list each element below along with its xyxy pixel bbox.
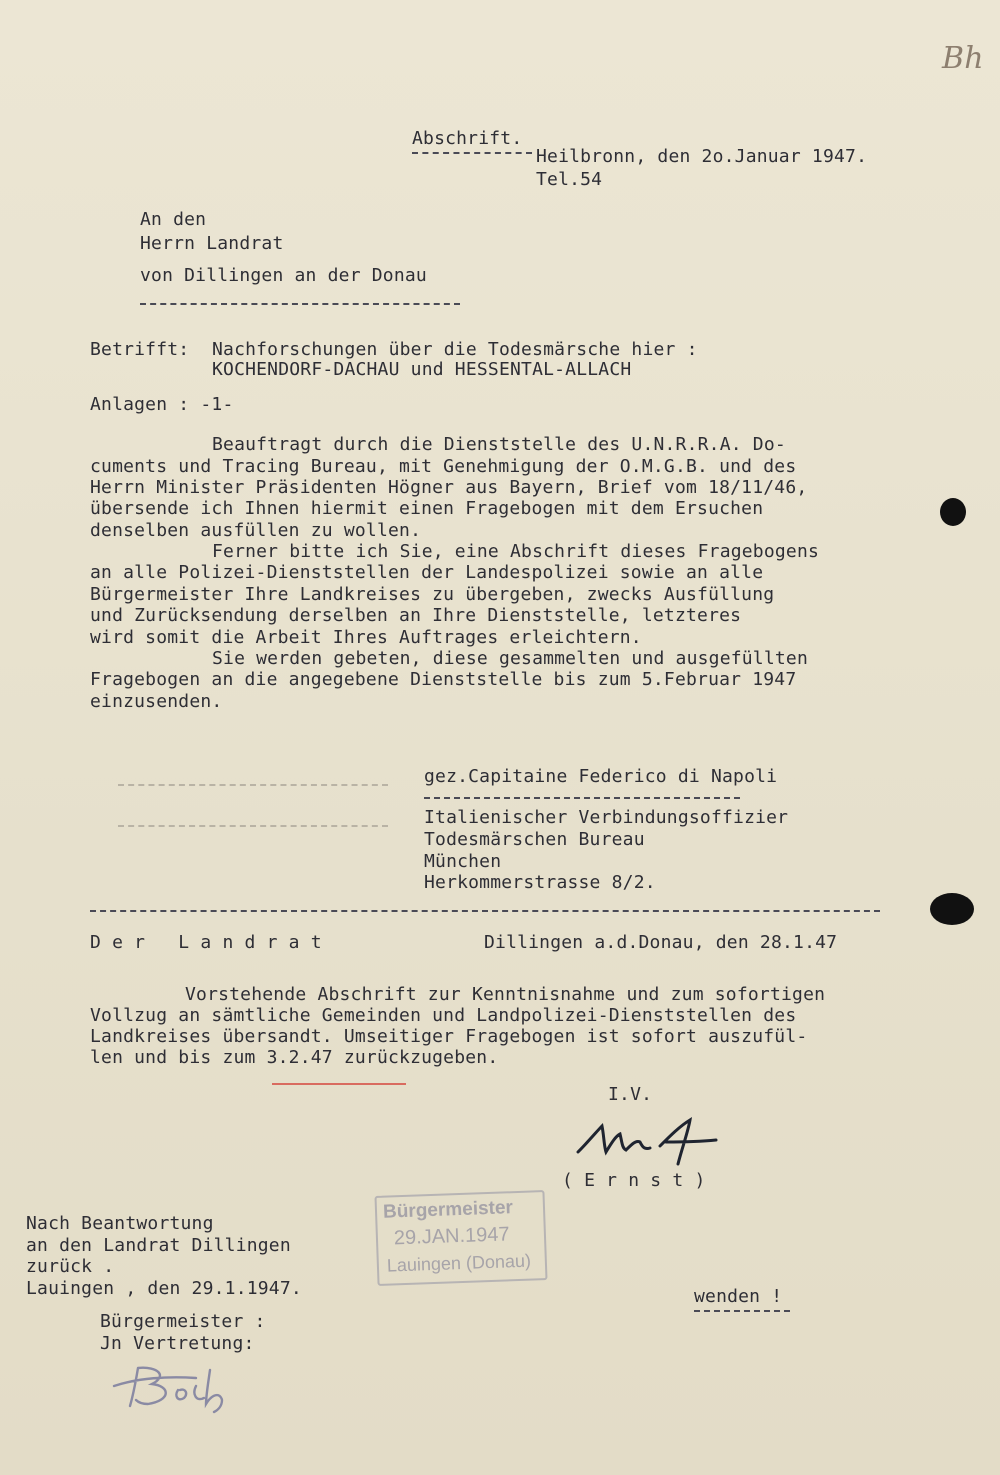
reply-line-2: an den Landrat Dillingen: [26, 1235, 291, 1256]
body-line-4: übersende ich Ihnen hiermit einen Fragebogen mit dem Ersuchen: [90, 498, 764, 519]
turn-over-note: wenden !: [694, 1286, 783, 1307]
faint-rule-2: [118, 825, 388, 827]
signatory-bureau: Todesmärschen Bureau: [424, 829, 645, 850]
copy-label: Abschrift.: [412, 128, 523, 149]
stamp-date: 29.JAN.1947: [393, 1223, 510, 1250]
turn-over-underline: [694, 1310, 790, 1312]
faint-rule-1: [118, 784, 388, 786]
subject-label: Betrifft:: [90, 339, 190, 360]
landrat-sender: D e r L a n d r a t: [90, 932, 322, 953]
recipient-line-2: Herrn Landrat: [140, 233, 284, 254]
reply-line-3: zurück .: [26, 1256, 115, 1277]
recipient-line-1: An den: [140, 209, 207, 230]
section-separator: [90, 910, 880, 912]
body-line-8: Bürgermeister Ihre Landkreises zu übergeben, zwecks Ausfüllung: [90, 584, 775, 605]
signatory-underline: [424, 797, 740, 799]
subject-line-2: KOCHENDORF-DACHAU und HESSENTAL-ALLACH: [212, 359, 632, 380]
reply-line-1: Nach Beantwortung: [26, 1213, 214, 1234]
recipient-underline: [140, 303, 460, 305]
landrat-body-3: Landkreises übersandt. Umseitiger Fragebogen ist sofort auszufül-: [90, 1026, 808, 1047]
signatory-city: München: [424, 851, 502, 872]
subject-line-1: Nachforschungen über die Todesmärsche hier :: [212, 339, 698, 360]
signatory-name: gez.Capitaine Federico di Napoli: [424, 766, 778, 787]
landrat-body-1: Vorstehende Abschrift zur Kenntnisnahme und zum sofortigen: [185, 984, 826, 1005]
ernst-signature: [570, 1112, 740, 1172]
body-line-5: denselben ausfüllen zu wollen.: [90, 520, 422, 541]
body-line-6: Ferner bitte ich Sie, eine Abschrift dieses Fragebogens: [212, 541, 820, 562]
stamp-office: Bürgermeister: [382, 1197, 514, 1223]
body-line-9: und Zurücksendung derselben an Ihre Dienststelle, letzteres: [90, 605, 742, 626]
punch-hole-2: [930, 893, 974, 925]
body-line-10: wird somit die Arbeit Ihres Auftrages erleichtern.: [90, 627, 642, 648]
body-line-12: Fragebogen an die angegebene Dienststelle bis zum 5.Februar 1947: [90, 669, 797, 690]
landrat-iv: I.V.: [608, 1084, 653, 1105]
landrat-place-date: Dillingen a.d.Donau, den 28.1.47: [484, 932, 838, 953]
attachments: Anlagen : -1-: [90, 394, 234, 415]
recipient-line-3: von Dillingen an der Donau: [140, 265, 427, 286]
copy-label-underline: [412, 152, 532, 154]
red-pencil-mark: [272, 1083, 406, 1085]
body-line-3: Herrn Minister Präsidenten Högner aus Bayern, Brief vom 18/11/46,: [90, 477, 808, 498]
header-phone: Tel.54: [536, 169, 603, 190]
signatory-street: Herkommerstrasse 8/2.: [424, 872, 656, 893]
body-line-11: Sie werden gebeten, diese gesammelten und ausgefüllten: [212, 648, 808, 669]
punch-hole-1: [940, 498, 966, 526]
reply-line-6: Jn Vertretung:: [100, 1333, 255, 1354]
deputy-mayor-signature: [108, 1356, 248, 1416]
mayor-stamp: [374, 1190, 547, 1286]
body-line-13: einzusenden.: [90, 691, 223, 712]
corner-pencil-mark: Bh: [942, 41, 984, 76]
body-line-7: an alle Polizei-Dienststellen der Landespolizei sowie an alle: [90, 562, 764, 583]
signatory-title: Italienischer Verbindungsoffizier: [424, 807, 789, 828]
stamp-place: Lauingen (Donau): [386, 1250, 532, 1276]
body-line-1: Beauftragt durch die Dienststelle des U.N.R.R.A. Do-: [212, 434, 786, 455]
body-line-2: cuments und Tracing Bureau, mit Genehmigung der O.M.G.B. und des: [90, 456, 797, 477]
landrat-signer: ( E r n s t ): [562, 1170, 706, 1191]
landrat-body-2: Vollzug an sämtliche Gemeinden und Landpolizei-Dienststellen des: [90, 1005, 797, 1026]
landrat-body-4: len und bis zum 3.2.47 zurückzugeben.: [90, 1047, 499, 1068]
reply-line-4: Lauingen , den 29.1.1947.: [26, 1278, 302, 1299]
reply-line-5: Bürgermeister :: [100, 1311, 266, 1332]
header-place-date: Heilbronn, den 2o.Januar 1947.: [536, 146, 868, 167]
